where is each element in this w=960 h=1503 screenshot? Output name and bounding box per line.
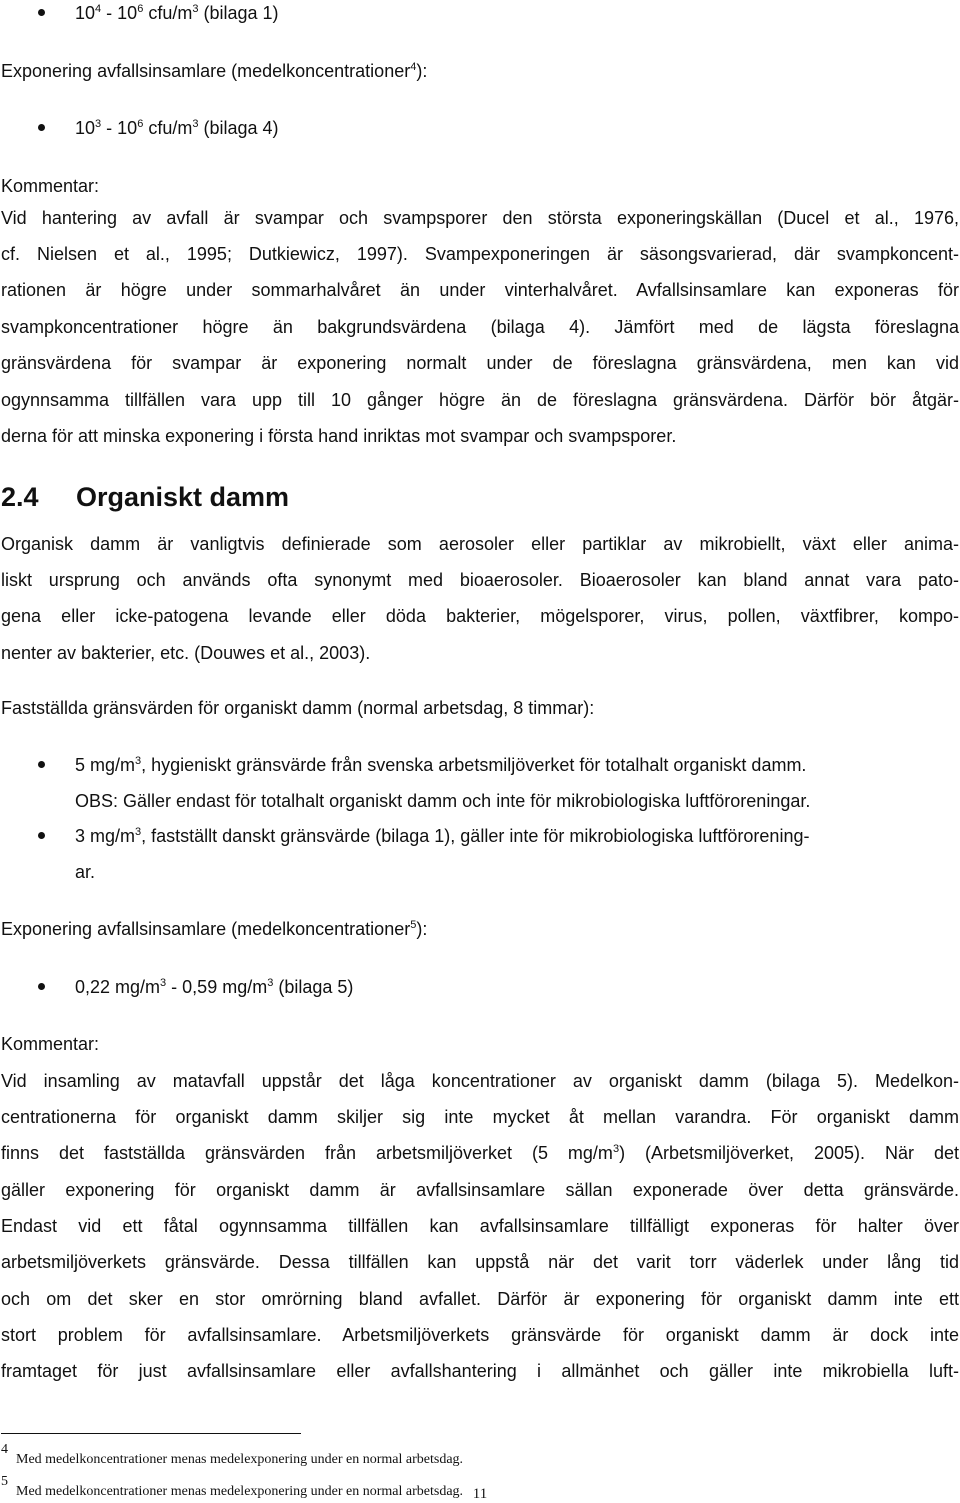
footnote-number: 5 [1, 1474, 8, 1489]
bullet-text: , hygieniskt gränsvärde från svenska arbetsmiljöverket för totalhalt organiskt damm. [141, 755, 807, 775]
paragraph-line: stort problem för avfallsinsamlare. Arbetsmiljöverkets gränsvärde för organiskt damm är dock inte [1, 1325, 959, 1345]
section-title: Organiskt damm [76, 482, 290, 512]
exposure-text: Exponering avfallsinsamlare (medelkoncentrationer [1, 919, 411, 939]
footnote [1, 1442, 464, 1469]
section-heading [1, 481, 289, 513]
bullet-dot [38, 983, 45, 990]
bullet-item [75, 825, 959, 847]
footnote-ref: 5 [410, 919, 417, 931]
paragraph-line: centrationerna för organiskt damm skiljer sig inte mycket åt mellan varandra. För organiskt damm [1, 1107, 959, 1127]
superscript: 3 [192, 118, 199, 130]
bullet-text: 0,22 mg/m [75, 977, 161, 997]
exposure-text: Exponering avfallsinsamlare (medelkoncentrationer [1, 61, 411, 81]
paragraph-line: gäller exponering för organiskt damm är avfallsinsamlare sällan exponerade över detta gränsvärde. [1, 1180, 959, 1200]
comment-label: Kommentar: [1, 176, 100, 196]
bullet-text: (bilaga 5) [273, 977, 354, 997]
paragraph-line: liskt ursprung och används ofta synonymt med bioaerosoler. Bioaerosoler kan bland annat vara pato- [1, 570, 959, 590]
bullet-item-continuation: ar. [75, 862, 96, 882]
superscript: 3 [267, 977, 274, 989]
paragraph-line [1, 1142, 959, 1164]
paragraph-line: ogynnsamma tillfällen vara upp till 10 gånger högre än de föreslagna gränsvärdena. Därför bör åtgär- [1, 390, 959, 410]
bullet-item [75, 117, 959, 139]
superscript: 3 [135, 755, 142, 767]
bullet-text: 10 [75, 118, 96, 138]
superscript: 3 [192, 3, 199, 15]
paragraph-line: framtaget för just avfallsinsamlare eller avfallshantering i allmänhet och gäller inte mikrobiella luft- [1, 1361, 959, 1381]
superscript: 4 [95, 3, 102, 15]
superscript: 3 [95, 118, 102, 130]
footnote-ref: 4 [410, 61, 417, 73]
footnote-text: Med medelkoncentrationer menas medelexponering under en normal arbetsdag. [16, 1452, 464, 1467]
bullet-item [75, 2, 959, 24]
page-number: 11 [472, 1486, 488, 1502]
bullet-text: cfu/m [143, 118, 193, 138]
paragraph-line: nenter av bakterier, etc. (Douwes et al., 2003). [1, 643, 371, 663]
bullet-item [75, 754, 959, 776]
paragraph-line: Endast vid ett fåtal ogynnsamma tillfällen kan avfallsinsamlare tillfälligt exponeras för halter över [1, 1216, 959, 1236]
bullet-text: - 10 [101, 118, 138, 138]
footnote-text: Med medelkoncentrationer menas medelexponering under en normal arbetsdag. [16, 1484, 464, 1499]
bullet-text: , fastställt danskt gränsvärde (bilaga 1), gäller inte för mikrobiologiska luftförorening- [141, 826, 810, 846]
superscript: 3 [135, 826, 142, 838]
footnote-divider [1, 1433, 301, 1434]
superscript: 3 [612, 1143, 620, 1155]
bullet-dot [38, 761, 45, 768]
paragraph-line: svampkoncentrationer högre än bakgrundsvärdena (bilaga 4). Jämfört med de lägsta föreslagna [1, 317, 959, 337]
exposure-label [1, 918, 959, 940]
bullet-item-continuation: OBS: Gäller endast för totalhalt organiskt damm och inte för mikrobiologiska luftföroreningar. [75, 791, 811, 811]
bullet-dot [38, 124, 45, 131]
bullet-text: cfu/m [143, 3, 193, 23]
comment-label: Kommentar: [1, 1034, 100, 1054]
bullet-item [75, 976, 959, 998]
bullet-text: - 0,59 mg/m [166, 977, 268, 997]
limits-heading: Fastställda gränsvärden för organiskt damm (normal arbetsdag, 8 timmar): [1, 698, 595, 718]
paragraph-line: Organisk damm är vanligtvis definierade som aerosoler eller partiklar av mikrobiellt, växt eller anima- [1, 534, 959, 554]
footnote-number: 4 [1, 1442, 8, 1457]
paragraph-line: derna för att minska exponering i första hand inriktas mot svampar och svampsporer. [1, 426, 677, 446]
paragraph-line: rationen är högre under sommarhalvåret än under vinterhalvåret. Avfallsinsamlare kan exponeras för [1, 280, 959, 300]
bullet-text: 10 [75, 3, 96, 23]
section-number: 2.4 [1, 482, 39, 512]
bullet-dot [38, 832, 45, 839]
superscript: 3 [160, 977, 167, 989]
superscript: 6 [137, 3, 144, 15]
paragraph-line: och om det sker en stor omrörning bland avfallet. Därför är exponering för organiskt damm inte ett [1, 1289, 959, 1309]
exposure-suffix: ): [416, 61, 428, 81]
paragraph-line: arbetsmiljöverkets gränsvärde. Dessa tillfällen kan uppstå när det varit torr väderlek under lång tid [1, 1252, 959, 1272]
paragraph-line: Vid insamling av matavfall uppstår det låga koncentrationer av organiskt damm (bilaga 5). Medelkon- [1, 1071, 959, 1091]
exposure-suffix: ): [416, 919, 428, 939]
paragraph-text: finns det fastställda gränsvärden från arbetsmiljöverket (5 mg/m [1, 1143, 613, 1163]
bullet-dot [38, 9, 45, 16]
exposure-label [1, 60, 959, 82]
bullet-text: 3 mg/m [75, 826, 136, 846]
paragraph-line: Vid hantering av avfall är svampar och svampsporer den största exponeringskällan (Ducel et al., 1976, [1, 208, 959, 228]
paragraph-line: cf. Nielsen et al., 1995; Dutkiewicz, 1997). Svampexponeringen är säsongsvarierad, där svampkoncent- [1, 244, 959, 264]
paragraph-text: ) (Arbetsmiljöverket, 2005). När det [619, 1143, 959, 1163]
bullet-text: (bilaga 4) [198, 118, 279, 138]
bullet-text: 5 mg/m [75, 755, 136, 775]
paragraph-line: gränsvärdena för svampar är exponering normalt under de föreslagna gränsvärdena, men kan vid [1, 353, 959, 373]
superscript: 6 [137, 118, 144, 130]
paragraph-line: gena eller icke-patogena levande eller döda bakterier, mögelsporer, virus, pollen, växtfibrer, kompo- [1, 606, 959, 626]
bullet-text: - 10 [101, 3, 138, 23]
bullet-text: (bilaga 1) [198, 3, 279, 23]
